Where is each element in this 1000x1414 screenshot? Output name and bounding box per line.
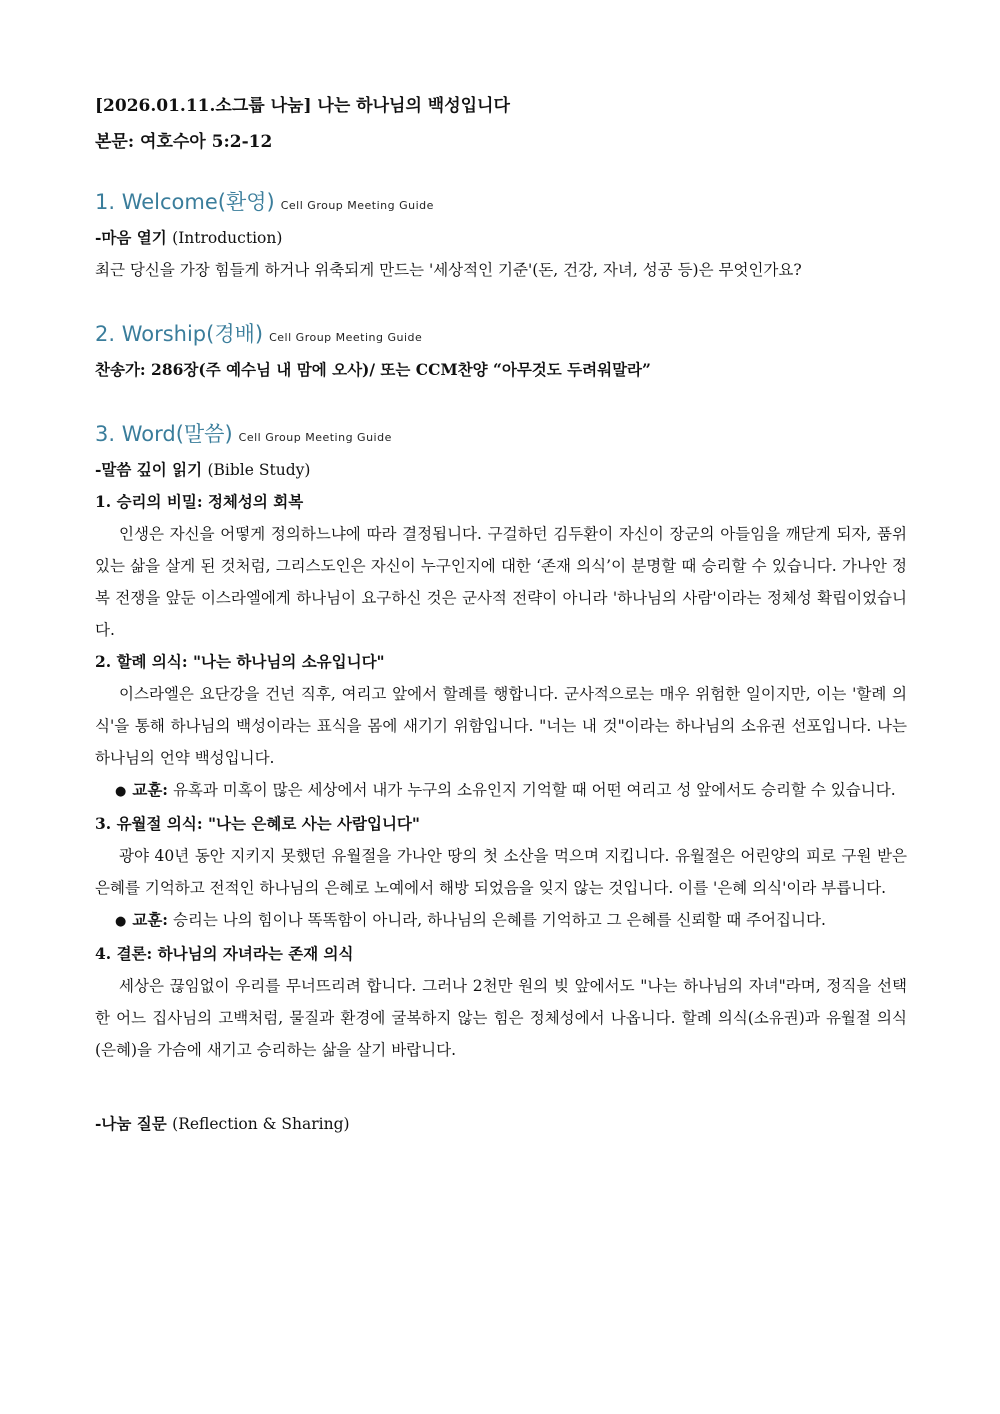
section-heading-word	[95, 414, 907, 454]
lesson-item	[95, 904, 907, 938]
sharing-label-ko: -나눔 질문	[95, 1114, 167, 1133]
document-content	[95, 88, 907, 1140]
document-title: [2026.01.11.소그룹 나눔] 나는 하나님의 백성입니다	[95, 96, 510, 116]
bible-study-label-ko: -말씀 깊이 읽기	[95, 460, 203, 479]
sharing-label-en: (Reflection & Sharing)	[172, 1115, 350, 1133]
lesson-text: 승리는 나의 힘이나 똑똑함이 아니라, 하나님의 은혜를 기억하고 그 은혜를 신뢰할 때 주어집니다.	[172, 911, 826, 929]
section-heading-worship	[95, 314, 907, 354]
hymn-line: 찬송가: 286장(주 예수님 내 맘에 오사)/ 또는 CCM찬양 “아무것도 두려워말라”	[95, 360, 651, 379]
sharing-label	[95, 1108, 907, 1140]
bullet-icon: ●	[115, 914, 127, 929]
point-title: 1. 승리의 비밀: 정체성의 회복	[95, 492, 304, 511]
section-subtitle: Cell Group Meeting Guide	[238, 431, 392, 444]
lesson-label: 교훈:	[132, 910, 169, 929]
point-title: 2. 할례 의식: "나는 하나님의 소유입니다"	[95, 652, 385, 671]
intro-label-ko: -마음 열기	[95, 228, 167, 247]
section-subtitle: Cell Group Meeting Guide	[269, 331, 423, 344]
lesson-label: 교훈:	[132, 780, 169, 799]
point-body: 인생은 자신을 어떻게 정의하느냐에 따라 결정됩니다. 구걸하던 김두환이 자신이 장군의 아들임을 깨닫게 되자, 품위 있는 삶을 살게 된 것처럼, 그리스도인은 자신이 누구인지에 대한 ‘존재 의식’이 분명할 때 승리할 수 있습니다. 가나안 정복 전쟁을 앞둔 이스라엘에게 하나님이 요구하신 것은 군사적 전략이 아니라 '하나님의 사람'이라는 정체성 확립이었습니다.	[95, 525, 907, 639]
section-heading-welcome	[95, 182, 907, 222]
point-title: 3. 유월절 의식: "나는 은혜로 사는 사람입니다"	[95, 814, 420, 833]
intro-label	[95, 222, 907, 254]
lesson-item	[95, 774, 907, 808]
point-title: 4. 결론: 하나님의 자녀라는 존재 의식	[95, 944, 354, 963]
point-body: 세상은 끊임없이 우리를 무너뜨리려 합니다. 그러나 2천만 원의 빚 앞에서도 "나는 하나님의 자녀"라며, 정직을 선택한 어느 집사님의 고백처럼, 물질과 환경에 굴복하지 않는 힘은 정체성에서 나옵니다. 할례 의식(소유권)과 유월절 의식(은혜)을 가슴에 새기고 승리하는 삶을 살기 바랍니다.	[95, 977, 907, 1059]
bible-study-label	[95, 454, 907, 486]
point-body: 이스라엘은 요단강을 건넌 직후, 여리고 앞에서 할례를 행합니다. 군사적으로는 매우 위험한 일이지만, 이는 '할례 의식'을 통해 하나님의 백성이라는 표식을 몸에 새기기 위함입니다. "너는 내 것"이라는 하나님의 소유권 선포입니다. 나는 하나님의 언약 백성입니다.	[95, 685, 907, 767]
section-title: 1. Welcome(환영)	[95, 190, 275, 214]
section-subtitle: Cell Group Meeting Guide	[280, 199, 434, 212]
intro-label-en: (Introduction)	[172, 229, 283, 247]
section-title: 3. Word(말씀)	[95, 422, 233, 446]
intro-question: 최근 당신을 가장 힘들게 하거나 위축되게 만드는 '세상적인 기준'(돈, 건강, 자녀, 성공 등)은 무엇인가요?	[95, 261, 802, 279]
point-body: 광야 40년 동안 지키지 못했던 유월절을 가나안 땅의 첫 소산을 먹으며 지킵니다. 유월절은 어린양의 피로 구원 받은 은혜를 기억하고 전적인 하나님의 은혜로 노예에서 해방 되었음을 잊지 않는 것입니다. 이를 '은혜 의식'이라 부릅니다.	[95, 847, 907, 897]
lesson-text: 유혹과 미혹이 많은 세상에서 내가 누구의 소유인지 기억할 때 어떤 여리고 성 앞에서도 승리할 수 있습니다.	[172, 781, 896, 799]
bullet-icon: ●	[115, 784, 127, 799]
bible-study-label-en: (Bible Study)	[207, 461, 311, 479]
section-title: 2. Worship(경배)	[95, 322, 264, 346]
scripture-reference: 본문: 여호수아 5:2-12	[95, 132, 273, 152]
